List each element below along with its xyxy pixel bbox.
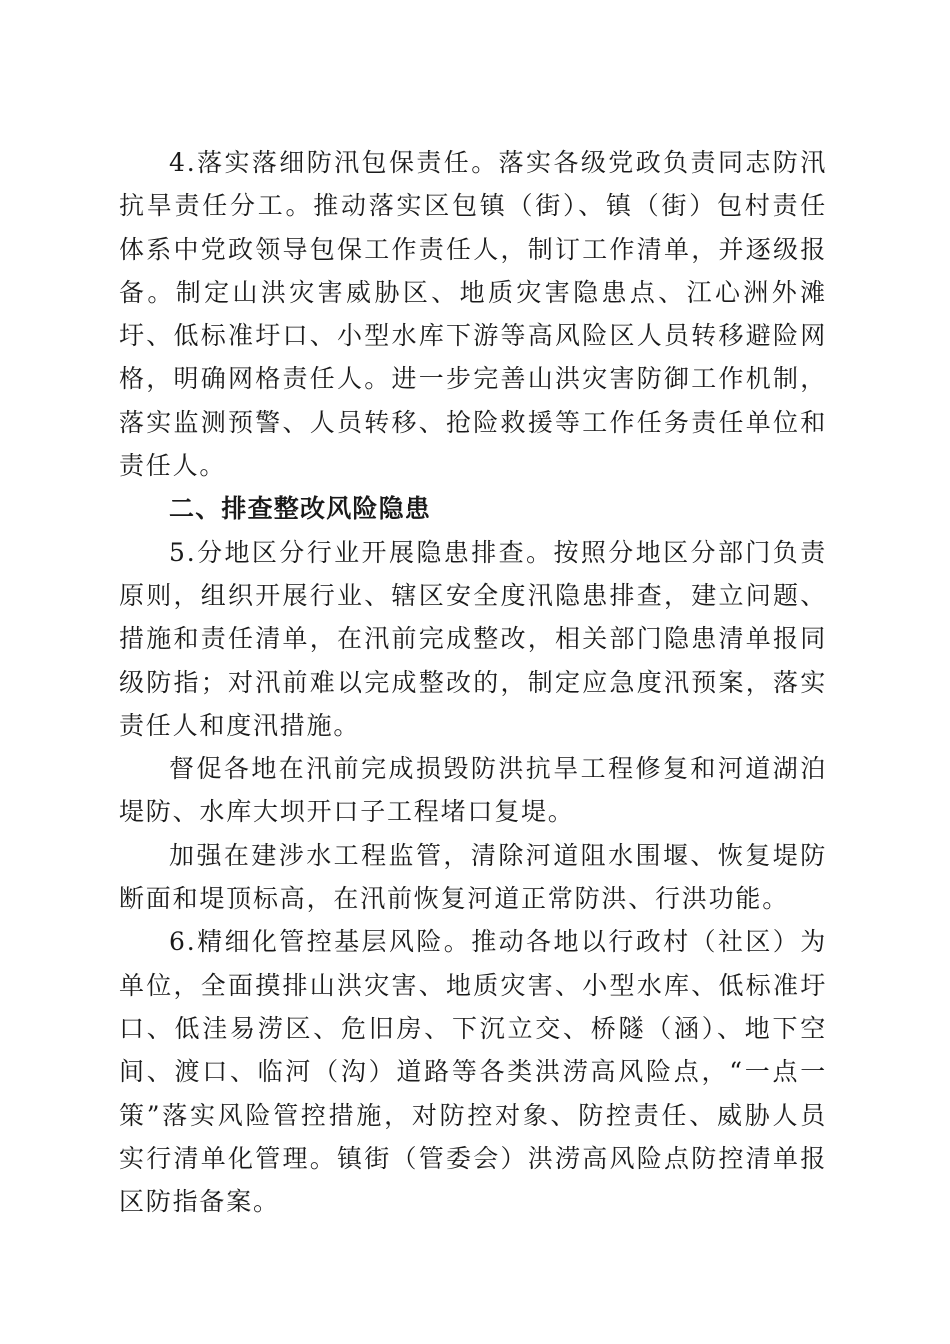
section-heading-2: 二、排查整改风险隐患	[169, 494, 432, 524]
document-page	[119, 141, 827, 1223]
paragraph-item-4: 4.落实落细防汛包保责任。落实各级党政负责同志防汛抗旱责任分工。推动落实区包镇（街）、镇（街）包村责任体系中党政领导包保工作责任人，制订工作清单，并逐级报备。制定山洪灾害威胁区、地质灾害隐患点、江心洲外滩圩、低标准圩口、小型水库下游等高风险区人员转移避险网格，明确网格责任人。进一步完善山洪灾害防御工作机制，落实监测预警、人员转移、抢险救援等工作任务责任单位和责任人。	[119, 148, 827, 481]
paragraph-item-6: 6.精细化管控基层风险。推动各地以行政村（社区）为单位，全面摸排山洪灾害、地质灾害、小型水库、低标准圩口、低洼易涝区、危旧房、下沉立交、桥隧（涵）、地下空间、渡口、临河（沟）道路等各类洪涝高风险点，“一点一策”落实风险管控措施，对防控对象、防控责任、威胁人员实行清单化管理。镇街（管委会）洪涝高风险点防控清单报区防指备案。	[119, 927, 827, 1217]
paragraph-repair-works: 督促各地在汛前完成损毁防洪抗旱工程修复和河道湖泊堤防、水库大坝开口子工程堵口复堤。	[119, 754, 827, 827]
paragraph-construction-supervision: 加强在建涉水工程监管，清除河道阻水围堰、恢复堤防断面和堤顶标高，在汛前恢复河道正常防洪、行洪功能。	[119, 840, 827, 914]
paragraph-item-5: 5.分地区分行业开展隐患排查。按照分地区分部门负责原则，组织开展行业、辖区安全度汛隐患排查，建立问题、措施和责任清单，在汛前完成整改，相关部门隐患清单报同级防指；对汛前难以完成整改的，制定应急度汛预案，落实责任人和度汛措施。	[119, 537, 827, 740]
